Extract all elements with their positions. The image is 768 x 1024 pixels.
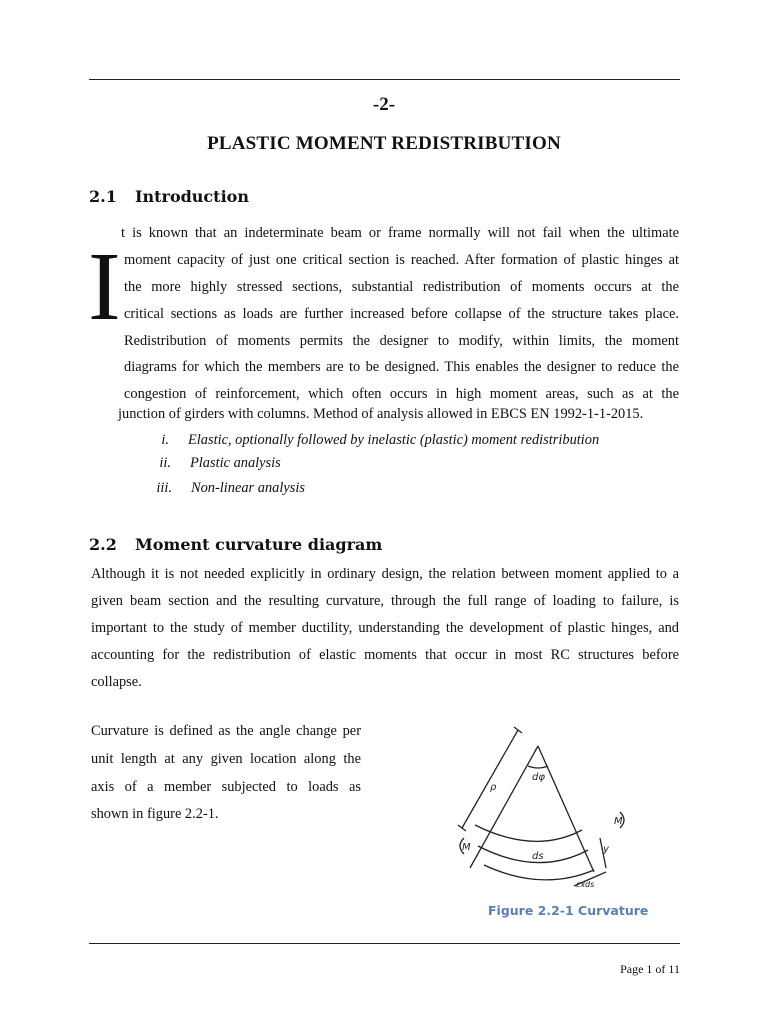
intro-line: the more highly stressed sections, substantial redistribution of moments occurs at the [124,279,679,295]
paragraph-line: collapse. [91,674,142,690]
rho-dimension-line [462,730,518,828]
list-number: i. [161,432,169,448]
y-label: y [603,844,609,855]
intro-line: congestion of reinforcement, which often occurs in high moment areas, such as at the [124,386,679,402]
moment-right-label: M [614,816,623,827]
strain-label: εxds [576,880,595,889]
intro-line: Redistribution of moments permits the designer to modify, within limits, the moment [124,333,679,349]
section-number: 2.1 [89,187,117,206]
paragraph-line: Curvature is defined as the angle change per [91,723,361,739]
intro-line: diagrams for which the members are to be designed. This enables the designer to reduce the [124,359,679,375]
paragraph-line: shown in figure 2.2-1. [91,806,219,822]
radius-line-left [470,746,538,868]
chapter-title: PLASTIC MOMENT REDISTRIBUTION [207,133,561,154]
page-number: Page 1 of 11 [620,962,680,976]
beam-extended-arc [484,865,594,880]
intro-line: critical sections as loads are further increased before collapse of the structure takes place. [124,306,679,322]
intro-line: t is known that an indeterminate beam or frame normally will not fail when the ultimate [121,225,679,241]
footer-rule [89,943,680,944]
paragraph-line: axis of a member subjected to loads as [91,779,361,795]
section-title: Moment curvature diagram [135,535,383,554]
drop-cap: I [88,233,121,341]
ds-label: ds [532,851,544,862]
list-item [157,432,599,449]
chapter-number: -2- [372,94,396,115]
moment-left-label: M [462,842,471,853]
rho-label: ρ [490,782,497,793]
intro-line: moment capacity of just one critical section is reached. After formation of plastic hinges at [124,252,679,268]
radius-line-right [538,746,594,872]
curvature-figure [450,720,640,900]
paragraph-line: important to the study of member ductility, understanding the development of plastic hinges, and [91,620,679,636]
paragraph-line: unit length at any given location along the [91,751,361,767]
list-item [150,480,305,497]
header-rule [89,79,680,80]
section-heading-moment-curvature [89,535,382,554]
dphi-label: dφ [532,772,545,783]
paragraph-line: accounting for the redistribution of elastic moments that occur in most RC structures before [91,647,679,663]
list-item [157,455,281,472]
list-text: Non-linear analysis [191,480,305,496]
list-text: Plastic analysis [190,455,281,471]
section-number: 2.2 [89,535,117,554]
section-title: Introduction [135,187,249,206]
beam-top-arc [475,825,582,841]
list-text: Elastic, optionally followed by inelastic (plastic) moment redistribution [188,432,600,448]
section-heading-introduction [89,187,249,206]
intro-line: junction of girders with columns. Method of analysis allowed in EBCS EN 1992-1-1-2015. [118,406,644,422]
list-number: iii. [156,480,172,496]
list-number: ii. [159,455,171,471]
figure-caption: Figure 2.2-1 Curvature [488,903,649,918]
paragraph-line: given beam section and the resulting curvature, through the full range of loading to failure, is [91,593,679,609]
paragraph-line: Although it is not needed explicitly in ordinary design, the relation between moment applied to a [91,566,679,582]
dphi-arc [528,766,548,768]
